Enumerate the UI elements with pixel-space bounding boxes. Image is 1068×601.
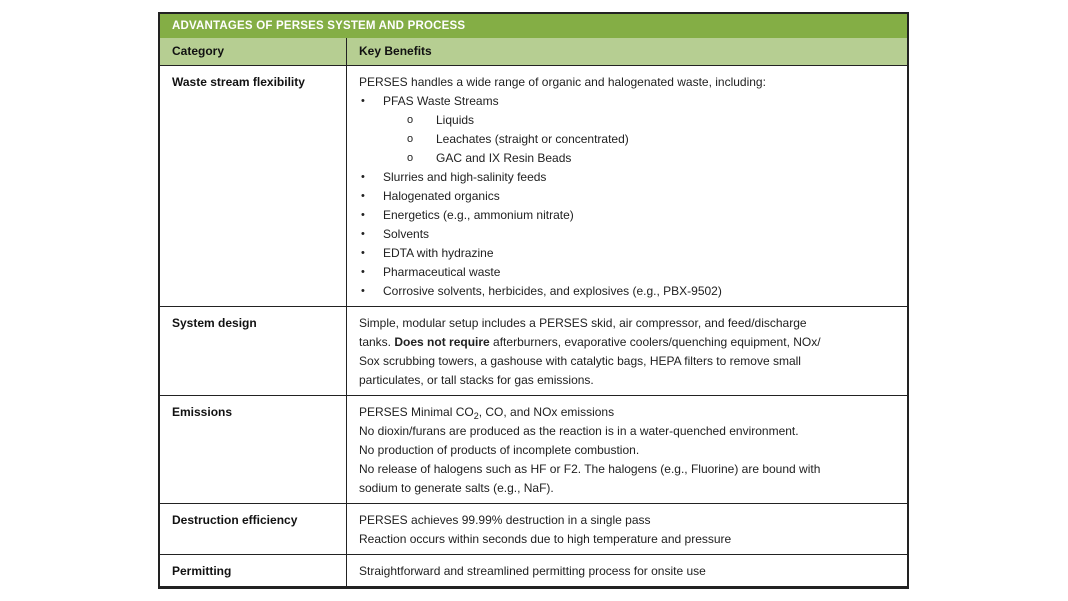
- benefits-cell: [346, 307, 907, 395]
- text-segment: Halogenated organics: [383, 189, 500, 203]
- text-segment: Corrosive solvents, herbicides, and explosives (e.g., PBX-9502): [383, 284, 722, 298]
- subscript-text: 2: [473, 411, 479, 421]
- benefit-line: [359, 206, 895, 225]
- benefit-line: [359, 314, 895, 333]
- benefit-line: [359, 479, 895, 498]
- text-segment: Liquids: [436, 113, 475, 127]
- text-segment: Simple, modular setup includes a PERSES skid, air compressor, and feed/discharge: [359, 316, 807, 330]
- benefit-line: [359, 92, 895, 111]
- benefit-line: [359, 168, 895, 187]
- text-segment: EDTA with hydrazine: [383, 246, 494, 260]
- text-segment: afterburners, evaporative coolers/quenching equipment, NOx/: [489, 335, 821, 349]
- text-segment: No release of halogens such as HF or F2. The halogens (e.g., Fluorine) are bound with: [359, 462, 821, 476]
- benefits-cell: [346, 555, 907, 586]
- bullet-dot-icon: •: [361, 190, 365, 202]
- text-segment: No dioxin/furans are produced as the reaction is in a water-quenched environment.: [359, 424, 799, 438]
- category-cell: System design: [172, 316, 257, 330]
- benefit-line: [359, 441, 895, 460]
- benefit-line: [359, 225, 895, 244]
- benefit-line: [359, 282, 895, 301]
- benefit-line: [359, 111, 895, 130]
- benefits-cell: [346, 66, 907, 306]
- benefit-line: [359, 73, 895, 92]
- bullet-dot-icon: •: [361, 285, 365, 297]
- benefit-line: [359, 187, 895, 206]
- benefit-line: [359, 511, 895, 530]
- table-row: [160, 65, 907, 306]
- table-body: [160, 65, 907, 586]
- bullet-circle-icon: o: [407, 152, 414, 164]
- text-segment: Energetics (e.g., ammonium nitrate): [383, 208, 574, 222]
- benefit-line: [359, 352, 895, 371]
- benefit-line: [359, 562, 895, 581]
- category-cell: Destruction efficiency: [172, 513, 298, 527]
- table-row: [160, 554, 907, 586]
- text-segment: PERSES handles a wide range of organic and halogenated waste, including:: [359, 75, 766, 89]
- benefit-line: [359, 130, 895, 149]
- table-header-row: [160, 38, 907, 65]
- column-header-key-benefits: Key Benefits: [346, 38, 907, 65]
- text-segment: Solvents: [383, 227, 430, 241]
- benefit-line: [359, 149, 895, 168]
- category-cell: Waste stream flexibility: [172, 75, 305, 89]
- text-segment: GAC and IX Resin Beads: [436, 151, 572, 165]
- text-segment: Sox scrubbing towers, a gashouse with catalytic bags, HEPA filters to remove small: [359, 354, 801, 368]
- table-row: [160, 395, 907, 503]
- text-segment: tanks.: [359, 335, 395, 349]
- category-cell: Emissions: [172, 405, 233, 419]
- text-segment: Pharmaceutical waste: [383, 265, 501, 279]
- advantages-table: [158, 12, 909, 589]
- bullet-dot-icon: •: [361, 266, 365, 278]
- benefits-cell: [346, 504, 907, 554]
- text-segment: Leachates (straight or concentrated): [436, 132, 629, 146]
- text-segment: PERSES Minimal CO: [359, 405, 474, 419]
- benefit-line: [359, 403, 895, 422]
- bullet-circle-icon: o: [407, 133, 414, 145]
- benefit-line: [359, 530, 895, 549]
- benefit-line: [359, 263, 895, 282]
- benefits-cell: [346, 396, 907, 503]
- table-row: [160, 306, 907, 395]
- bullet-dot-icon: •: [361, 209, 365, 221]
- bold-text: Does not require: [394, 335, 490, 349]
- bullet-dot-icon: •: [361, 171, 365, 183]
- table-title: ADVANTAGES OF PERSES SYSTEM AND PROCESS: [160, 14, 907, 38]
- benefit-line: [359, 371, 895, 390]
- benefit-line: [359, 244, 895, 263]
- bullet-circle-icon: o: [407, 114, 414, 126]
- text-segment: , CO, and NOx emissions: [478, 405, 615, 419]
- benefit-line: [359, 422, 895, 441]
- text-segment: Slurries and high-salinity feeds: [383, 170, 547, 184]
- bullet-dot-icon: •: [361, 247, 365, 259]
- text-segment: PFAS Waste Streams: [383, 94, 499, 108]
- benefit-line: [359, 333, 895, 352]
- text-segment: particulates, or tall stacks for gas emissions.: [359, 373, 594, 387]
- text-segment: Reaction occurs within seconds due to high temperature and pressure: [359, 532, 732, 546]
- column-header-category: Category: [172, 44, 225, 58]
- text-segment: sodium to generate salts (e.g., NaF).: [359, 481, 554, 495]
- benefit-line: [359, 460, 895, 479]
- table-row: [160, 503, 907, 554]
- bullet-dot-icon: •: [361, 95, 365, 107]
- text-segment: No production of products of incomplete combustion.: [359, 443, 640, 457]
- category-cell: Permitting: [172, 564, 232, 578]
- text-segment: PERSES achieves 99.99% destruction in a single pass: [359, 513, 651, 527]
- text-segment: Straightforward and streamlined permitting process for onsite use: [359, 564, 706, 578]
- bullet-dot-icon: •: [361, 228, 365, 240]
